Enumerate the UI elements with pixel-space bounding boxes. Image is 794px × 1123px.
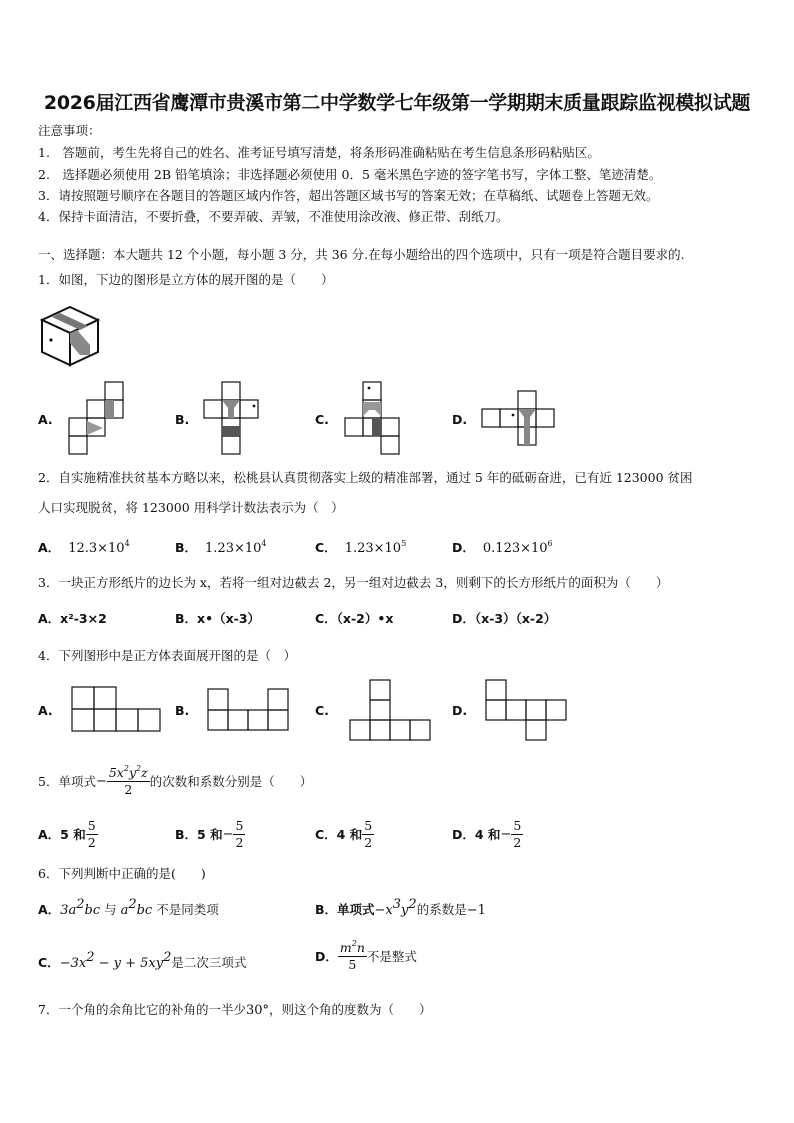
question-5-stem	[38, 765, 312, 797]
math-exponent: 2	[76, 897, 85, 912]
q3-option-d[interactable]: D．（x-3）（x-2）	[452, 611, 557, 626]
math-term: bc	[84, 903, 101, 918]
q6-a-tail: 不是同类项	[152, 902, 219, 917]
math-term: a	[120, 903, 129, 918]
fraction-denominator: 2	[235, 834, 244, 850]
q6-b-tail: 的系数是	[416, 902, 467, 917]
q4-option-c-label[interactable]: C.	[315, 703, 329, 718]
fraction-denominator: 2	[364, 834, 373, 850]
q4-net-b[interactable]	[207, 688, 291, 732]
q5-option-label: D．4 和	[452, 827, 501, 843]
q6-option-label: C．	[38, 955, 60, 970]
notice-item-4: 4．保持卡面清洁，不要折叠，不要弄破、弄皱，不准使用涂改液、修正带、刮纸刀。	[38, 209, 509, 224]
q3-option-c[interactable]: C．（x-2）•x	[315, 611, 394, 626]
math-term: bc	[136, 903, 153, 918]
math-term: −3x	[59, 956, 87, 971]
q6-d-tail: 不是整式	[366, 949, 417, 965]
q2-option-value: 0.123×10	[482, 541, 548, 556]
q2-option-label: C．	[315, 540, 337, 555]
q1-option-c-label[interactable]: C.	[315, 412, 329, 427]
fraction-denominator: 5	[348, 956, 357, 972]
q5-option-d[interactable]	[452, 818, 523, 850]
q1-net-d[interactable]	[481, 390, 557, 450]
q4-net-c[interactable]	[349, 679, 433, 741]
q1-option-b-label[interactable]: B.	[175, 412, 190, 427]
question-7-stem	[38, 1000, 432, 1018]
q5-monomial-fraction	[107, 765, 150, 797]
q2-option-exponent: 6	[547, 539, 553, 548]
fraction-numerator: 5	[364, 818, 373, 833]
math-exponent: 2	[163, 950, 172, 965]
q3-option-b[interactable]: B．x•（x-3）	[175, 611, 261, 626]
q5-coef: 5x	[108, 765, 124, 780]
fraction-denominator: 2	[513, 834, 522, 850]
q2-option-a[interactable]	[38, 537, 130, 556]
math-term: y	[401, 903, 409, 918]
q5-suffix: 的次数和系数分别是（ ）	[149, 774, 313, 790]
q2-option-b[interactable]	[175, 537, 267, 556]
q1-net-c[interactable]	[343, 381, 403, 456]
fraction-numerator: 5	[87, 818, 96, 833]
notice-item-2: 2. 选择题必须使用 2B 铅笔填涂；非选择题必须使用 0．5 毫米黑色字迹的签字笔书写，字体工整、笔迹清楚。	[38, 167, 662, 182]
q5-option-fraction	[86, 818, 98, 850]
math-exponent: 2	[86, 950, 95, 965]
q6-option-d[interactable]	[315, 940, 417, 972]
q4-net-d[interactable]	[485, 679, 569, 741]
math-term: −1	[466, 903, 486, 918]
q4-option-b-label[interactable]: B.	[175, 703, 190, 718]
q2-option-exponent: 4	[124, 539, 130, 548]
question-3-stem: 3．一块正方形纸片的边长为 x，若将一组对边截去 2，另一组对边截去 3，则剩下的长方形纸片的面积为（ ）	[38, 575, 669, 590]
q5-var-z: z	[141, 765, 148, 780]
q5-option-fraction	[511, 818, 523, 850]
question-1-stem: 1．如图，下边的图形是立方体的展开图的是（ ）	[38, 272, 334, 287]
q5-exp-x: 2	[123, 764, 129, 773]
q5-exp-y: 2	[136, 764, 142, 773]
math-exponent: 3	[392, 897, 402, 912]
q5-var-y: y	[128, 765, 137, 780]
q2-option-value: 1.23×10	[344, 541, 402, 556]
q5-denominator: 2	[124, 781, 133, 797]
math-term: −x	[374, 903, 393, 918]
question-4-stem: 4．下列图形中是正方体表面展开图的是（ ）	[38, 648, 296, 663]
math-term: 3a	[60, 903, 77, 918]
q1-option-a-label[interactable]: A.	[38, 412, 53, 427]
q7-angle: 30°	[245, 1003, 270, 1018]
math-term: n	[356, 940, 365, 955]
fraction-numerator: 5	[513, 818, 522, 833]
q5-option-label: C．4 和	[315, 827, 363, 843]
q5-minus: −	[95, 773, 107, 789]
q6-option-label: A．	[38, 902, 61, 917]
math-term: m	[339, 940, 352, 955]
q1-net-a[interactable]	[65, 381, 125, 456]
q2-option-label: B．	[175, 540, 198, 555]
question-2-line-1: 2．自实施精准扶贫基本方略以来，松桃县认真贯彻落实上级的精准部署，通过 5 年的砥砺奋进，已有近 123000 贫困	[38, 470, 693, 485]
q2-option-c[interactable]	[315, 537, 406, 556]
q6-d-fraction	[338, 940, 367, 972]
q4-option-a-label[interactable]: A.	[38, 703, 53, 718]
q6-option-b[interactable]	[315, 897, 486, 918]
q2-option-exponent: 5	[401, 539, 407, 548]
q1-net-b[interactable]	[203, 381, 263, 456]
q6-option-a[interactable]	[38, 897, 219, 918]
q5-option-sign: −	[500, 826, 512, 842]
q6-option-c[interactable]	[38, 950, 247, 971]
q3-option-a[interactable]: A．x²-3×2	[38, 611, 107, 626]
q5-option-label: A．5 和	[38, 827, 86, 843]
notice-item-3: 3．请按照题号顺序在各题目的答题区域内作答，超出答题区域书写的答案无效；在草稿纸、试题卷上答题无效。	[38, 188, 659, 203]
math-exponent: 2	[128, 897, 137, 912]
q4-net-a[interactable]	[71, 686, 161, 732]
q7-tail: ，则这个角的度数为（ ）	[269, 1002, 432, 1017]
q2-option-value: 1.23×10	[205, 541, 262, 556]
q2-option-label: D．	[452, 540, 475, 555]
q6-option-label: D．	[315, 949, 338, 965]
q5-option-a[interactable]	[38, 818, 98, 850]
q2-option-value: 12.3×10	[68, 541, 125, 556]
section-heading: 一、选择题：本大题共 12 个小题，每小题 3 分，共 36 分.在每小题给出的四个选项中，只有一项是符合题目要求的.	[38, 247, 685, 262]
fraction-denominator: 2	[87, 834, 96, 850]
fraction-numerator: 5	[235, 818, 244, 833]
q7-text: 7．一个角的余角比它的补角的一半少	[38, 1002, 246, 1017]
q5-option-label: B．5 和	[175, 827, 223, 843]
notice-heading: 注意事项：	[38, 123, 101, 138]
q2-option-label: A．	[38, 540, 61, 555]
q4-option-d-label[interactable]: D.	[452, 703, 468, 718]
question-2-line-2: 人口实现脱贫，将 123000 用科学计数法表示为（ ）	[38, 500, 344, 515]
math-exponent: 2	[351, 939, 357, 948]
q6-c-tail: 是二次三项式	[171, 955, 247, 970]
q5-option-c[interactable]	[315, 818, 374, 850]
q1-option-d-label[interactable]: D.	[452, 412, 468, 427]
q5-option-b[interactable]	[175, 818, 245, 850]
q5-option-fraction	[362, 818, 374, 850]
notice-item-1: 1. 答题前，考生先将自己的姓名、准考证号填写清楚，将条形码准确粘贴在考生信息条形码粘贴区。	[38, 145, 600, 160]
q2-option-exponent: 4	[261, 539, 267, 548]
q2-option-d[interactable]	[452, 537, 553, 556]
question-6-stem: 6．下列判断中正确的是( )	[38, 866, 206, 881]
q6-option-label: B．单项式	[315, 902, 375, 917]
q5-prefix: 5．单项式	[38, 774, 96, 790]
q5-option-sign: −	[222, 826, 234, 842]
q6-a-connector: 与	[100, 902, 121, 917]
page-title: 2026届江西省鹰潭市贵溪市第二中学数学七年级第一学期期末质量跟踪监视模拟试题	[43, 92, 751, 114]
math-exponent: 2	[408, 897, 417, 912]
math-term: − y + 5xy	[94, 956, 164, 971]
q5-option-fraction	[233, 818, 245, 850]
cube-figure	[42, 305, 100, 367]
